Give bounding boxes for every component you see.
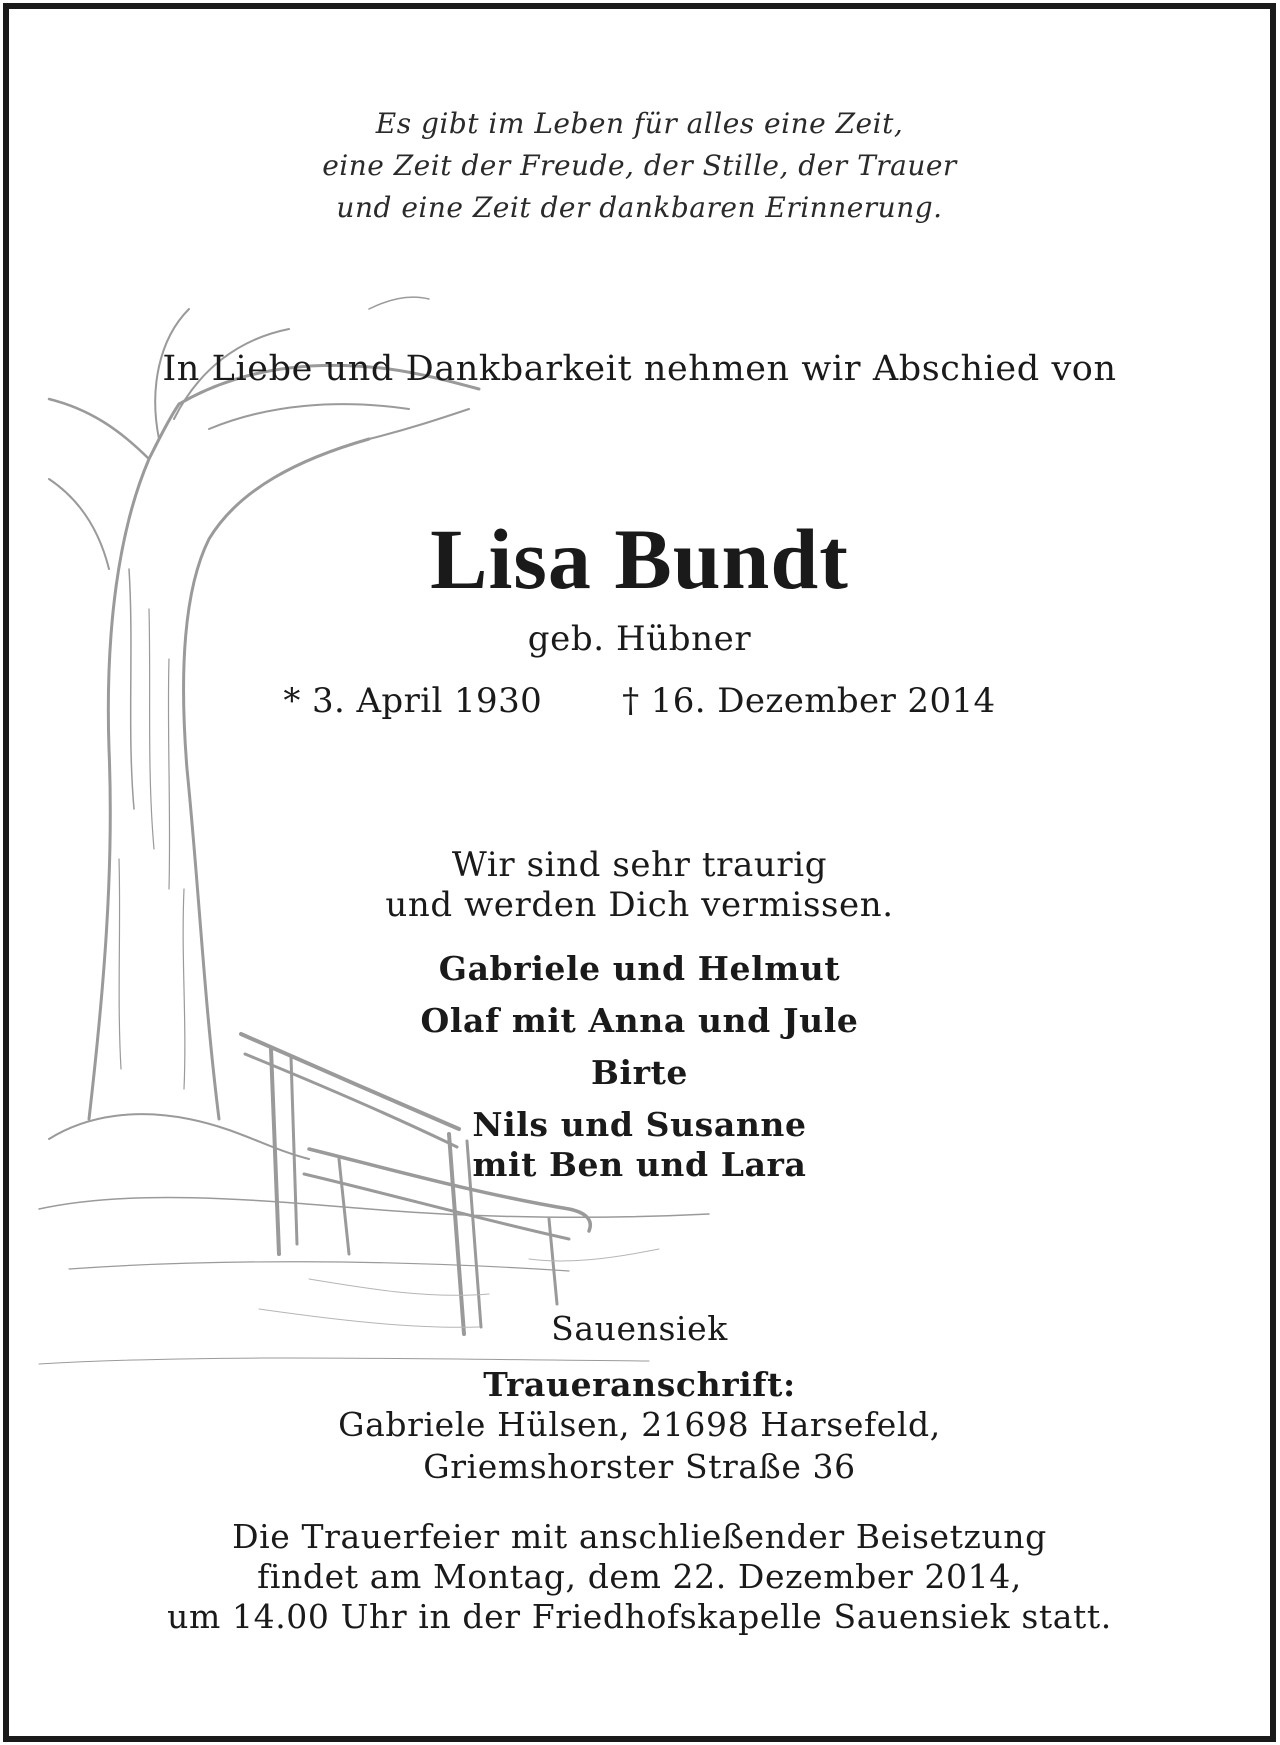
service-line-1: Die Trauerfeier mit anschließender Beisetzung — [232, 1517, 1047, 1556]
poem-line-3: und eine Zeit der dankbaren Erinnerung. — [336, 191, 943, 224]
message-line-1: Wir sind sehr traurig — [451, 845, 828, 885]
life-dates — [9, 681, 1270, 721]
obituary-frame — [3, 3, 1276, 1742]
family-member: Olaf mit Anna und Jule — [420, 1001, 859, 1040]
deceased-name: Lisa Bundt — [430, 511, 849, 607]
maiden-name: geb. Hübner — [527, 619, 752, 659]
mourning-address-line-2: Griemshorster Straße 36 — [423, 1447, 856, 1486]
farewell-intro: In Liebe und Dankbarkeit nehmen wir Abschied von — [162, 349, 1117, 389]
mourning-address-heading: Traueranschrift: — [483, 1365, 796, 1404]
birth-date: * 3. April 1930 — [283, 681, 543, 721]
poem-line-2: eine Zeit der Freude, der Stille, der Trauer — [322, 149, 957, 182]
death-date: † 16. Dezember 2014 — [622, 681, 996, 721]
service-line-2: findet am Montag, dem 22. Dezember 2014, — [257, 1557, 1022, 1596]
mourning-address-line-1: Gabriele Hülsen, 21698 Harsefeld, — [338, 1405, 941, 1444]
family-member: Nils und Susanne — [472, 1105, 807, 1144]
place-name: Sauensiek — [551, 1309, 728, 1348]
message-line-2: und werden Dich vermissen. — [385, 885, 894, 925]
service-line-3: um 14.00 Uhr in der Friedhofskapelle Sauensiek statt. — [167, 1597, 1112, 1636]
family-member: Gabriele und Helmut — [438, 949, 841, 988]
poem-line-1: Es gibt im Leben für alles eine Zeit, — [375, 107, 904, 140]
family-member: Birte — [590, 1053, 689, 1092]
family-member: mit Ben und Lara — [472, 1145, 807, 1184]
